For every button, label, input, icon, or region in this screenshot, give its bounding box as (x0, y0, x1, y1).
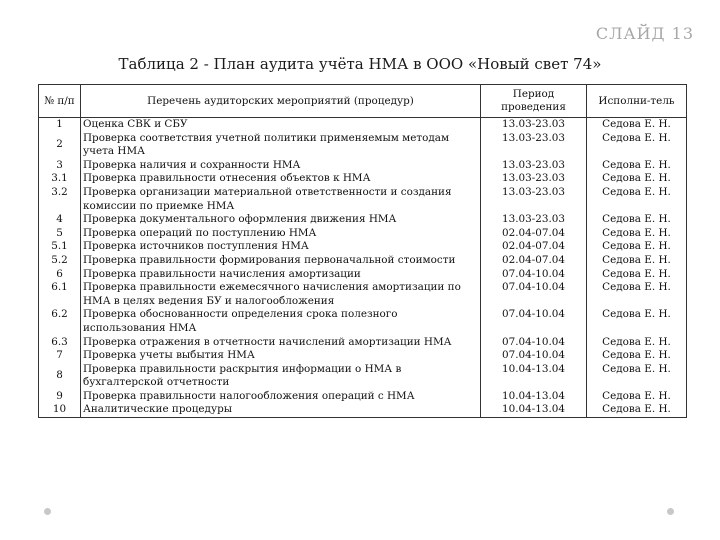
row-procedure: Проверка правильности отнесения объектов к НМА (81, 172, 481, 186)
row-procedure: Проверка документального оформления движения НМА (81, 213, 481, 227)
row-executor: Седова Е. Н. (587, 159, 687, 173)
table-row (39, 349, 687, 363)
row-executor: Седова Е. Н. (587, 172, 687, 186)
table-row (39, 172, 687, 186)
row-period: 07.04-10.04 (481, 349, 587, 363)
header-period: Период проведения (481, 85, 587, 118)
row-procedure: Проверка правильности ежемесячного начисления амортизации по НМА в целях ведения БУ и налогообложения (81, 281, 481, 308)
row-procedure: Проверка учеты выбытия НМА (81, 349, 481, 363)
row-executor: Седова Е. Н. (587, 186, 687, 213)
row-num: 3.1 (39, 172, 81, 186)
row-period: 10.04-13.04 (481, 390, 587, 404)
audit-plan-table (38, 84, 687, 418)
row-num: 9 (39, 390, 81, 404)
row-num: 3 (39, 159, 81, 173)
table-row (39, 159, 687, 173)
row-period: 02.04-07.04 (481, 240, 587, 254)
table-row (39, 308, 687, 335)
table-row (39, 118, 687, 132)
row-procedure: Проверка правильности раскрытия информации о НМА в бухгалтерской отчетности (81, 363, 481, 390)
row-period: 07.04-10.04 (481, 308, 587, 335)
row-executor: Седова Е. Н. (587, 336, 687, 350)
row-period: 07.04-10.04 (481, 336, 587, 350)
row-executor: Седова Е. Н. (587, 390, 687, 404)
row-executor: Седова Е. Н. (587, 268, 687, 282)
row-period: 07.04-10.04 (481, 268, 587, 282)
row-procedure: Проверка правильности формирования первоначальной стоимости (81, 254, 481, 268)
row-executor: Седова Е. Н. (587, 240, 687, 254)
row-procedure: Проверка обоснованности определения срока полезного использования НМА (81, 308, 481, 335)
row-procedure: Проверка организации материальной ответственности и создания комиссии по приемке НМА (81, 186, 481, 213)
row-num: 6.2 (39, 308, 81, 335)
row-period: 13.03-23.03 (481, 118, 587, 132)
row-procedure: Проверка правильности начисления амортизации (81, 268, 481, 282)
header-executor: Исполни-тель (587, 85, 687, 118)
row-executor: Седова Е. Н. (587, 118, 687, 132)
row-procedure: Аналитические процедуры (81, 403, 481, 417)
table-row (39, 281, 687, 308)
row-period: 13.03-23.03 (481, 186, 587, 213)
table-row (39, 403, 687, 417)
table-row (39, 268, 687, 282)
table-header-row (39, 85, 687, 118)
table-row (39, 213, 687, 227)
row-executor: Седова Е. Н. (587, 132, 687, 159)
row-procedure: Проверка отражения в отчетности начислений амортизации НМА (81, 336, 481, 350)
row-num: 6.3 (39, 336, 81, 350)
table-row (39, 240, 687, 254)
decorative-dot-right (667, 508, 674, 515)
row-executor: Седова Е. Н. (587, 254, 687, 268)
table-row (39, 390, 687, 404)
header-num: № п/п (39, 85, 81, 118)
row-period: 02.04-07.04 (481, 227, 587, 241)
row-num: 8 (39, 363, 81, 390)
row-period: 10.04-13.04 (481, 363, 587, 390)
decorative-dot-left (44, 508, 51, 515)
row-executor: Седова Е. Н. (587, 349, 687, 363)
row-procedure: Проверка правильности налогообложения операций с НМА (81, 390, 481, 404)
row-num: 5 (39, 227, 81, 241)
row-period: 02.04-07.04 (481, 254, 587, 268)
row-num: 6.1 (39, 281, 81, 308)
row-num: 5.2 (39, 254, 81, 268)
row-procedure: Проверка наличия и сохранности НМА (81, 159, 481, 173)
table-body (39, 118, 687, 418)
row-executor: Седова Е. Н. (587, 281, 687, 308)
row-procedure: Проверка источников поступления НМА (81, 240, 481, 254)
table-title: Таблица 2 - План аудита учёта НМА в ООО «Новый свет 74» (118, 55, 602, 73)
row-period: 13.03-23.03 (481, 132, 587, 159)
row-num: 7 (39, 349, 81, 363)
row-executor: Седова Е. Н. (587, 308, 687, 335)
row-num: 5.1 (39, 240, 81, 254)
row-procedure: Проверка соответствия учетной политики применяемым методам учета НМА (81, 132, 481, 159)
row-executor: Седова Е. Н. (587, 363, 687, 390)
row-num: 2 (39, 132, 81, 159)
row-period: 13.03-23.03 (481, 213, 587, 227)
table-row (39, 254, 687, 268)
row-num: 6 (39, 268, 81, 282)
table-row (39, 227, 687, 241)
table-row (39, 186, 687, 213)
slide-number-label: СЛАЙД 13 (595, 24, 694, 43)
table-row (39, 132, 687, 159)
row-period: 10.04-13.04 (481, 403, 587, 417)
row-procedure: Оценка СВК и СБУ (81, 118, 481, 132)
header-procedure: Перечень аудиторских мероприятий (процедур) (81, 85, 481, 118)
row-procedure: Проверка операций по поступлению НМА (81, 227, 481, 241)
row-executor: Седова Е. Н. (587, 403, 687, 417)
row-period: 13.03-23.03 (481, 172, 587, 186)
table-row (39, 336, 687, 350)
row-num: 3.2 (39, 186, 81, 213)
row-period: 13.03-23.03 (481, 159, 587, 173)
row-num: 1 (39, 118, 81, 132)
row-executor: Седова Е. Н. (587, 227, 687, 241)
table-row (39, 363, 687, 390)
row-executor: Седова Е. Н. (587, 213, 687, 227)
row-period: 07.04-10.04 (481, 281, 587, 308)
row-num: 10 (39, 403, 81, 417)
row-num: 4 (39, 213, 81, 227)
